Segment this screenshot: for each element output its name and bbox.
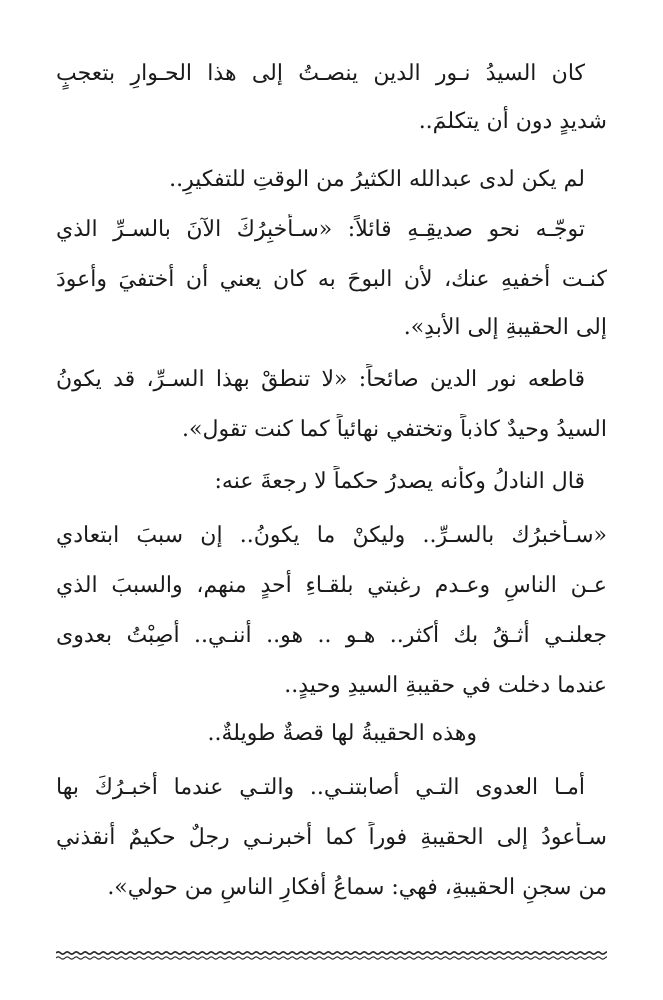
- text-line: شديدٍ دون أن يتكلمَ..: [418, 109, 607, 134]
- text-line: عـن الناسِ وعـدم رغبتي بلقـاءِ أحدٍ منهم، والسببَ الذي: [56, 573, 607, 598]
- text-line: توجّـه نحو صديقِـهِ قائلاً: «سـأخبِرُكَ الآنَ بالسـرِّ الذي: [56, 217, 585, 242]
- text-line: قاطعه نور الدين صائحاً: «لا تنطقْ بهذا السـرِّ، قد يكونُ: [56, 367, 585, 392]
- text-line: قال النادلُ وكأنه يصدرُ حكماً لا رجعةَ عنه:: [214, 469, 585, 494]
- text-line: من سجنِ الحقيبةِ، فهي: سماعُ أفكارِ الناسِ من حولي».: [107, 875, 607, 900]
- text-line: «سـأخبرُك بالسـرِّ.. وليكنْ ما يكونُ.. إن سببَ ابتعادي: [56, 523, 607, 548]
- text-line: سـأعودُ إلى الحقيبةِ فوراً كما أخبرنـي رجلٌ حكيمٌ أنقذني: [56, 825, 607, 850]
- wavy-divider: [56, 944, 607, 966]
- text-line: كان السيدُ نـور الدين ينصـتُ إلى هذا الحـوارِ بتعجبٍ: [56, 61, 585, 86]
- wavy-line-icon: [56, 944, 607, 966]
- text-line: أمـا العدوى التـي أصابتنـي.. والتـي عندما أخبـرُكَ بها: [56, 775, 585, 800]
- text-line: عندما دخلت في حقيبةِ السيدِ وحيدٍ..: [284, 673, 607, 698]
- text-line: السيدُ وحيدٌ كاذباً وتختفي نهائياً كما كنت تقول».: [182, 417, 607, 442]
- text-line: جعلنـي أثـقُ بك أكثر.. هـو .. هو.. أننـي.. أصِبْتُ بعدوى: [56, 623, 607, 648]
- text-line: كنـت أخفيهِ عنك، لأن البوحَ به كان يعني أن أختفيَ وأعودَ: [56, 267, 607, 292]
- text-line: لم يكن لدى عبدالله الكثيرُ من الوقتِ للتفكيرِ..: [169, 167, 585, 192]
- text-line: وهذه الحقيبةُ لها قصةٌ طويلةٌ..: [207, 721, 477, 746]
- text-line: إلى الحقيبةِ إلى الأبدِ».: [403, 315, 607, 340]
